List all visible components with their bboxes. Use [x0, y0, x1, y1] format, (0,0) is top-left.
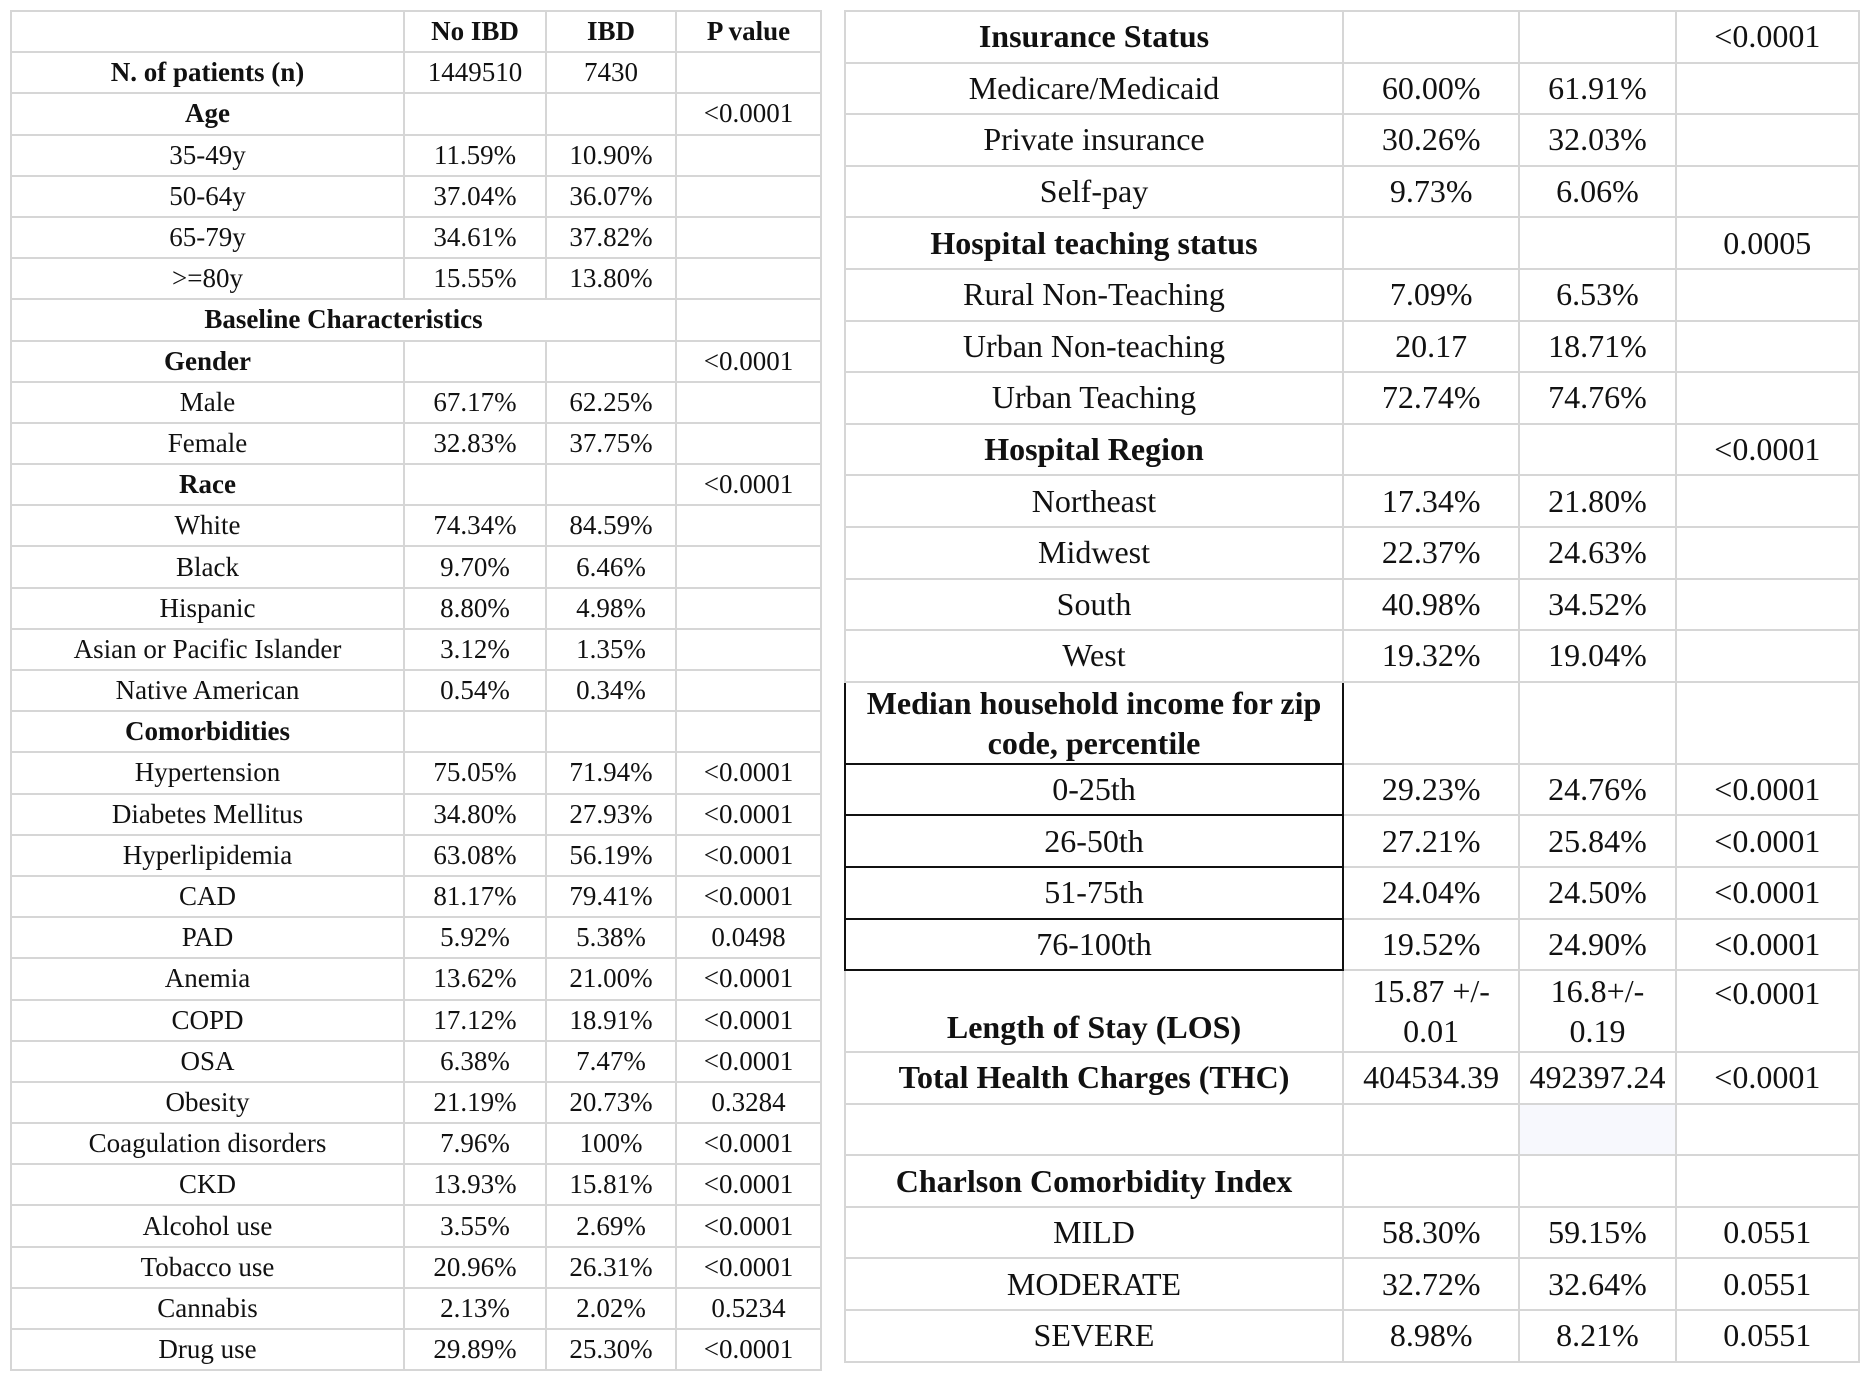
row-label: White: [11, 505, 404, 546]
ibd-value: 2.69%: [546, 1205, 676, 1246]
row-label: MODERATE: [845, 1258, 1343, 1310]
no-ibd-value: 81.17%: [404, 876, 546, 917]
table-row: [845, 475, 1859, 527]
ibd-header: IBD: [546, 11, 676, 52]
ibd-value: 8.21%: [1519, 1310, 1675, 1362]
row-label: Hispanic: [11, 588, 404, 629]
no-ibd-value: 32.83%: [404, 423, 546, 464]
table-row: [845, 970, 1859, 1052]
row-label: Total Health Charges (THC): [845, 1052, 1343, 1104]
no-ibd-value: 11.59%: [404, 135, 546, 176]
p-value: <0.0001: [676, 835, 821, 876]
table-row: [845, 1052, 1859, 1104]
p-value: <0.0001: [676, 1329, 821, 1370]
no-ibd-value: 29.89%: [404, 1329, 546, 1370]
p-value: <0.0001: [1676, 919, 1859, 971]
label-header: [11, 11, 404, 52]
table-row: [11, 629, 821, 670]
ibd-value: 15.81%: [546, 1164, 676, 1205]
ibd-value: 74.76%: [1519, 372, 1675, 424]
table-row: [845, 579, 1859, 631]
section-heading: Baseline Characteristics: [11, 299, 676, 340]
no-ibd-value: 21.19%: [404, 1082, 546, 1123]
ibd-value: 27.93%: [546, 794, 676, 835]
row-label: Self-pay: [845, 166, 1343, 218]
row-label: >=80y: [11, 258, 404, 299]
row-label: MILD: [845, 1207, 1343, 1259]
table-row: [845, 1155, 1859, 1207]
no-ibd-value: 7.96%: [404, 1123, 546, 1164]
row-label: Gender: [11, 341, 404, 382]
ibd-value: 20.73%: [546, 1082, 676, 1123]
table-row: [11, 135, 821, 176]
ibd-value: [1519, 1104, 1675, 1156]
no-ibd-value: 7.09%: [1343, 269, 1519, 321]
table-row: [845, 1258, 1859, 1310]
p-value: [1676, 579, 1859, 631]
no-ibd-value: 15.87 +/- 0.01: [1343, 970, 1519, 1052]
ibd-value: 37.82%: [546, 217, 676, 258]
table-row: [845, 527, 1859, 579]
no-ibd-value: 32.72%: [1343, 1258, 1519, 1310]
table-row: [845, 630, 1859, 682]
p-value: <0.0001: [1676, 424, 1859, 476]
table-row: [845, 166, 1859, 218]
table-row: [845, 372, 1859, 424]
no-ibd-value: 40.98%: [1343, 579, 1519, 631]
row-label: Alcohol use: [11, 1205, 404, 1246]
no-ibd-header: No IBD: [404, 11, 546, 52]
no-ibd-value: 75.05%: [404, 752, 546, 793]
ibd-value: 18.91%: [546, 1000, 676, 1041]
row-label: CAD: [11, 876, 404, 917]
ibd-value: 24.76%: [1519, 764, 1675, 816]
p-value: <0.0001: [1676, 815, 1859, 867]
table-row: [11, 1288, 821, 1329]
no-ibd-value: 74.34%: [404, 505, 546, 546]
row-label: Drug use: [11, 1329, 404, 1370]
table-row: [845, 682, 1859, 764]
no-ibd-value: [404, 711, 546, 752]
table-row: [845, 269, 1859, 321]
no-ibd-value: 67.17%: [404, 382, 546, 423]
row-label: Median household income for zip code, percentile: [845, 682, 1343, 764]
ibd-value: 492397.24: [1519, 1052, 1675, 1104]
ibd-value: 16.8+/- 0.19: [1519, 970, 1675, 1052]
p-value: [1676, 630, 1859, 682]
table-header-row: [11, 11, 821, 52]
no-ibd-value: 1449510: [404, 52, 546, 93]
table-row: [11, 1329, 821, 1370]
ibd-value: 79.41%: [546, 876, 676, 917]
row-label: Length of Stay (LOS): [845, 970, 1343, 1052]
no-ibd-value: 19.32%: [1343, 630, 1519, 682]
row-label: 51-75th: [845, 867, 1343, 919]
no-ibd-value: 13.93%: [404, 1164, 546, 1205]
row-label: Hypertension: [11, 752, 404, 793]
no-ibd-value: 9.70%: [404, 546, 546, 587]
p-value: [1676, 682, 1859, 764]
p-value: [1676, 1155, 1859, 1207]
table-row: [845, 1207, 1859, 1259]
table-row: [845, 114, 1859, 166]
row-label: 35-49y: [11, 135, 404, 176]
p-value: 0.0551: [1676, 1207, 1859, 1259]
no-ibd-value: 0.54%: [404, 670, 546, 711]
ibd-value: [546, 464, 676, 505]
row-label: SEVERE: [845, 1310, 1343, 1362]
no-ibd-value: 72.74%: [1343, 372, 1519, 424]
no-ibd-value: [404, 464, 546, 505]
p-value: <0.0001: [676, 1205, 821, 1246]
ibd-value: 37.75%: [546, 423, 676, 464]
p-value: [1676, 1104, 1859, 1156]
table-row: [11, 505, 821, 546]
p-value: [676, 588, 821, 629]
ibd-value: 56.19%: [546, 835, 676, 876]
no-ibd-value: 17.12%: [404, 1000, 546, 1041]
p-value: [676, 629, 821, 670]
no-ibd-value: 20.96%: [404, 1247, 546, 1288]
p-value: 0.0551: [1676, 1258, 1859, 1310]
row-label: Male: [11, 382, 404, 423]
no-ibd-value: 37.04%: [404, 176, 546, 217]
p-value: [676, 546, 821, 587]
table-row: [11, 958, 821, 999]
row-label: Rural Non-Teaching: [845, 269, 1343, 321]
p-value: 0.0005: [1676, 217, 1859, 269]
ibd-value: 25.30%: [546, 1329, 676, 1370]
row-label: 26-50th: [845, 815, 1343, 867]
table-row: [11, 876, 821, 917]
p-value: <0.0001: [1676, 11, 1859, 63]
table-row: [11, 588, 821, 629]
row-label: 0-25th: [845, 764, 1343, 816]
ibd-value: 7430: [546, 52, 676, 93]
row-label: Hyperlipidemia: [11, 835, 404, 876]
ibd-value: 10.90%: [546, 135, 676, 176]
ibd-value: 34.52%: [1519, 579, 1675, 631]
no-ibd-value: 9.73%: [1343, 166, 1519, 218]
table-row: [11, 423, 821, 464]
table-row: [11, 1205, 821, 1246]
table-row: [845, 919, 1859, 971]
p-value-cell: [676, 299, 821, 340]
p-value: [676, 382, 821, 423]
table-row: [11, 1000, 821, 1041]
no-ibd-value: 34.61%: [404, 217, 546, 258]
row-label: Private insurance: [845, 114, 1343, 166]
ibd-value: 13.80%: [546, 258, 676, 299]
p-value: <0.0001: [676, 1164, 821, 1205]
table-row: [845, 11, 1859, 63]
p-value: <0.0001: [676, 1123, 821, 1164]
row-label: West: [845, 630, 1343, 682]
row-label: Age: [11, 93, 404, 134]
row-label: 76-100th: [845, 919, 1343, 971]
no-ibd-value: 8.98%: [1343, 1310, 1519, 1362]
ibd-value: 32.64%: [1519, 1258, 1675, 1310]
ibd-value: [1519, 1155, 1675, 1207]
row-label: Anemia: [11, 958, 404, 999]
p-value: <0.0001: [676, 464, 821, 505]
p-value: <0.0001: [676, 1247, 821, 1288]
left-characteristics-table: [10, 10, 822, 1371]
ibd-value: 21.00%: [546, 958, 676, 999]
table-row: [11, 1082, 821, 1123]
ibd-value: 84.59%: [546, 505, 676, 546]
row-label: Urban Teaching: [845, 372, 1343, 424]
ibd-value: 71.94%: [546, 752, 676, 793]
ibd-value: [1519, 682, 1675, 764]
table-row: [845, 1310, 1859, 1362]
no-ibd-value: 30.26%: [1343, 114, 1519, 166]
no-ibd-value: 22.37%: [1343, 527, 1519, 579]
p-value: 0.0551: [1676, 1310, 1859, 1362]
no-ibd-value: 13.62%: [404, 958, 546, 999]
p-value: <0.0001: [1676, 970, 1859, 1052]
ibd-value: 6.46%: [546, 546, 676, 587]
row-label: Obesity: [11, 1082, 404, 1123]
row-label: Medicare/Medicaid: [845, 63, 1343, 115]
table-row: [11, 382, 821, 423]
ibd-value: 0.34%: [546, 670, 676, 711]
p-value: [1676, 269, 1859, 321]
right-characteristics-table: [844, 10, 1860, 1363]
p-value: <0.0001: [1676, 1052, 1859, 1104]
no-ibd-value: [1343, 1155, 1519, 1207]
row-label: CKD: [11, 1164, 404, 1205]
ibd-value: 4.98%: [546, 588, 676, 629]
no-ibd-value: 8.80%: [404, 588, 546, 629]
table-row: [845, 321, 1859, 373]
p-value: [676, 135, 821, 176]
ibd-value: 24.63%: [1519, 527, 1675, 579]
ibd-value: 7.47%: [546, 1041, 676, 1082]
p-value: [1676, 475, 1859, 527]
p-value: <0.0001: [676, 1000, 821, 1041]
table-row: [11, 1041, 821, 1082]
no-ibd-value: [1343, 1104, 1519, 1156]
p-value: <0.0001: [676, 341, 821, 382]
table-row: [845, 815, 1859, 867]
no-ibd-value: 20.17: [1343, 321, 1519, 373]
row-label: Northeast: [845, 475, 1343, 527]
ibd-value: 24.50%: [1519, 867, 1675, 919]
table-row: [11, 52, 821, 93]
ibd-value: 6.06%: [1519, 166, 1675, 218]
ibd-value: 59.15%: [1519, 1207, 1675, 1259]
no-ibd-value: 3.12%: [404, 629, 546, 670]
p-value: [1676, 63, 1859, 115]
row-label: Cannabis: [11, 1288, 404, 1329]
p-value: [676, 670, 821, 711]
p-value: [676, 217, 821, 258]
ibd-value: 32.03%: [1519, 114, 1675, 166]
no-ibd-value: 15.55%: [404, 258, 546, 299]
table-row: [11, 670, 821, 711]
no-ibd-value: 27.21%: [1343, 815, 1519, 867]
no-ibd-value: [1343, 11, 1519, 63]
p-value: 0.3284: [676, 1082, 821, 1123]
table-row: [845, 867, 1859, 919]
no-ibd-value: [404, 93, 546, 134]
no-ibd-value: 5.92%: [404, 917, 546, 958]
table-row: [845, 424, 1859, 476]
p-value-header: P value: [676, 11, 821, 52]
row-label: [845, 1104, 1343, 1156]
ibd-value: [546, 93, 676, 134]
p-value: [676, 176, 821, 217]
p-value: 0.5234: [676, 1288, 821, 1329]
table-row: [11, 1164, 821, 1205]
p-value: <0.0001: [676, 752, 821, 793]
no-ibd-value: 3.55%: [404, 1205, 546, 1246]
ibd-value: 18.71%: [1519, 321, 1675, 373]
row-label: Diabetes Mellitus: [11, 794, 404, 835]
no-ibd-value: 19.52%: [1343, 919, 1519, 971]
p-value: <0.0001: [676, 876, 821, 917]
no-ibd-value: 60.00%: [1343, 63, 1519, 115]
no-ibd-value: 29.23%: [1343, 764, 1519, 816]
ibd-value: 25.84%: [1519, 815, 1675, 867]
ibd-value: 26.31%: [546, 1247, 676, 1288]
p-value: [676, 258, 821, 299]
ibd-value: [1519, 217, 1675, 269]
row-label: Tobacco use: [11, 1247, 404, 1288]
ibd-value: 36.07%: [546, 176, 676, 217]
row-label: N. of patients (n): [11, 52, 404, 93]
row-label: 50-64y: [11, 176, 404, 217]
no-ibd-value: [404, 341, 546, 382]
no-ibd-value: [1343, 217, 1519, 269]
row-label: Urban Non-teaching: [845, 321, 1343, 373]
row-label: Comorbidities: [11, 711, 404, 752]
no-ibd-value: 404534.39: [1343, 1052, 1519, 1104]
row-label: Asian or Pacific Islander: [11, 629, 404, 670]
row-label: Coagulation disorders: [11, 1123, 404, 1164]
p-value: <0.0001: [1676, 867, 1859, 919]
ibd-value: [546, 711, 676, 752]
table-row: [845, 217, 1859, 269]
table-row: [11, 752, 821, 793]
table-row: [11, 176, 821, 217]
table-row: [11, 341, 821, 382]
row-label: Black: [11, 546, 404, 587]
row-label: COPD: [11, 1000, 404, 1041]
table-row: [11, 299, 821, 340]
table-row: [11, 917, 821, 958]
table-row: [11, 1247, 821, 1288]
ibd-value: [546, 341, 676, 382]
row-label: Race: [11, 464, 404, 505]
p-value: [676, 505, 821, 546]
no-ibd-value: 2.13%: [404, 1288, 546, 1329]
row-label: Native American: [11, 670, 404, 711]
table-row: [845, 764, 1859, 816]
ibd-value: [1519, 11, 1675, 63]
p-value: [1676, 372, 1859, 424]
p-value: [676, 711, 821, 752]
row-label: Hospital teaching status: [845, 217, 1343, 269]
ibd-value: 5.38%: [546, 917, 676, 958]
ibd-value: 6.53%: [1519, 269, 1675, 321]
no-ibd-value: 63.08%: [404, 835, 546, 876]
p-value: <0.0001: [676, 958, 821, 999]
p-value: <0.0001: [676, 93, 821, 134]
p-value: [1676, 114, 1859, 166]
p-value: <0.0001: [676, 794, 821, 835]
ibd-value: 21.80%: [1519, 475, 1675, 527]
p-value: [676, 52, 821, 93]
no-ibd-value: [1343, 424, 1519, 476]
ibd-value: 100%: [546, 1123, 676, 1164]
p-value: [1676, 166, 1859, 218]
no-ibd-value: 58.30%: [1343, 1207, 1519, 1259]
ibd-value: 2.02%: [546, 1288, 676, 1329]
table-row: [11, 546, 821, 587]
row-label: South: [845, 579, 1343, 631]
ibd-value: 1.35%: [546, 629, 676, 670]
row-label: Hospital Region: [845, 424, 1343, 476]
ibd-value: 24.90%: [1519, 919, 1675, 971]
p-value: 0.0498: [676, 917, 821, 958]
no-ibd-value: 34.80%: [404, 794, 546, 835]
row-label: Charlson Comorbidity Index: [845, 1155, 1343, 1207]
row-label: Female: [11, 423, 404, 464]
row-label: Insurance Status: [845, 11, 1343, 63]
table-row: [845, 63, 1859, 115]
row-label: OSA: [11, 1041, 404, 1082]
table-row: [11, 217, 821, 258]
table-row: [11, 1123, 821, 1164]
p-value: [1676, 527, 1859, 579]
ibd-value: 19.04%: [1519, 630, 1675, 682]
ibd-value: 61.91%: [1519, 63, 1675, 115]
p-value: [1676, 321, 1859, 373]
no-ibd-value: 17.34%: [1343, 475, 1519, 527]
table-row: [11, 835, 821, 876]
table-row: [11, 258, 821, 299]
ibd-value: 62.25%: [546, 382, 676, 423]
row-label: 65-79y: [11, 217, 404, 258]
row-label: Midwest: [845, 527, 1343, 579]
no-ibd-value: 24.04%: [1343, 867, 1519, 919]
table-row: [11, 794, 821, 835]
no-ibd-value: 6.38%: [404, 1041, 546, 1082]
table-row: [11, 711, 821, 752]
p-value: <0.0001: [676, 1041, 821, 1082]
ibd-value: [1519, 424, 1675, 476]
table-row: [845, 1104, 1859, 1156]
row-label: PAD: [11, 917, 404, 958]
no-ibd-value: [1343, 682, 1519, 764]
table-row: [11, 464, 821, 505]
p-value: [676, 423, 821, 464]
table-row: [11, 93, 821, 134]
p-value: <0.0001: [1676, 764, 1859, 816]
